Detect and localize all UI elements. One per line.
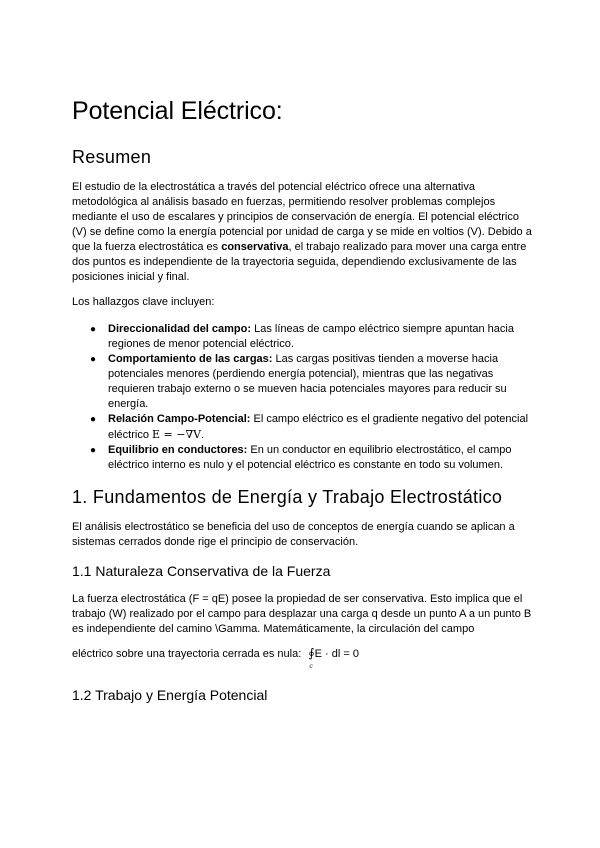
finding-tail: . (201, 429, 205, 441)
equation-body: E · dl = 0 (314, 648, 359, 660)
resumen-heading: Resumen (72, 147, 152, 167)
subsection-1-1-text: La fuerza electrostática (F = qE) posee la propiedad de ser conservativa. Esto implica que el trabajo (W) realizado por el campo para desplazar una carga q desde un punto A a un punto B es independiente del camino \Gamma. Matemáticamente, la circulación del campo (72, 593, 532, 635)
resumen-bold-term: conservativa (221, 241, 289, 253)
finding-term: Equilibrio en conductores: (108, 444, 248, 456)
bullet-icon: ● (90, 324, 97, 335)
finding-text: Las cargas positivas tienden a moverse hacia potenciales menores (perdiendo energía potencial), mientras que las negativas requieren trabajo externo o se mueven hacia potenciales mayores para reducir su energía. (108, 353, 507, 410)
section1-intro: El análisis electrostático se beneficia del uso de conceptos de energía cuando se aplican a sistemas cerrados donde rige el principio de conservación. (72, 521, 515, 548)
equation-lead-text: eléctrico sobre una trayectoria cerrada es nula: (72, 648, 305, 660)
integral-symbol: ∮ (308, 646, 315, 660)
findings-intro: Los hallazgos clave incluyen: (72, 296, 215, 308)
list-item (72, 322, 532, 352)
list-item (72, 412, 532, 443)
finding-text: Las líneas de campo eléctrico siempre apuntan hacia regiones de menor potencial eléctrico. (108, 323, 514, 350)
findings-list (72, 322, 532, 473)
list-item (72, 352, 532, 412)
contour-integral (308, 646, 315, 670)
gradient-equation: E = −∇V (152, 428, 202, 441)
finding-term: Comportamiento de las cargas: (108, 353, 273, 365)
circulation-equation-line (72, 646, 359, 670)
integral-subscript: c (309, 663, 313, 670)
page-title: Potencial Eléctrico: (72, 97, 283, 125)
bullet-icon: ● (90, 414, 97, 425)
finding-text: En un conductor en equilibrio electrostático, el campo eléctrico interno es nulo y el potencial eléctrico es constante en todo su volumen. (108, 444, 512, 471)
finding-term: Relación Campo-Potencial: (108, 413, 251, 425)
resumen-paragraph (72, 180, 532, 285)
bullet-icon: ● (90, 445, 97, 456)
resumen-text-after: , el trabajo realizado para mover una carga entre dos puntos es independiente de la trayectoria seguida, dependiendo exclusivamente de las posiciones inicial y final. (72, 241, 527, 283)
subsection-1-2-heading: 1.2 Trabajo y Energía Potencial (72, 687, 268, 703)
section1-heading: 1. Fundamentos de Energía y Trabajo Electrostático (72, 487, 503, 507)
list-item (72, 443, 532, 473)
resumen-text-before: El estudio de la electrostática a través del potencial eléctrico ofrece una alternativa metodológica al análisis basado en fuerzas, permitiendo resolver problemas complejos mediante el uso de escalares y principios de conservación de energía. El potencial eléctrico (V) se define como la energía potencial por unidad de carga y se mide en voltios (V). Debido a que la fuerza electrostática es (72, 181, 532, 253)
subsection-1-1-heading: 1.1 Naturaleza Conservativa de la Fuerza (72, 563, 331, 579)
finding-text: El campo eléctrico es el gradiente negativo del potencial eléctrico (108, 413, 529, 441)
bullet-icon: ● (90, 354, 97, 365)
finding-term: Direccionalidad del campo: (108, 323, 252, 335)
